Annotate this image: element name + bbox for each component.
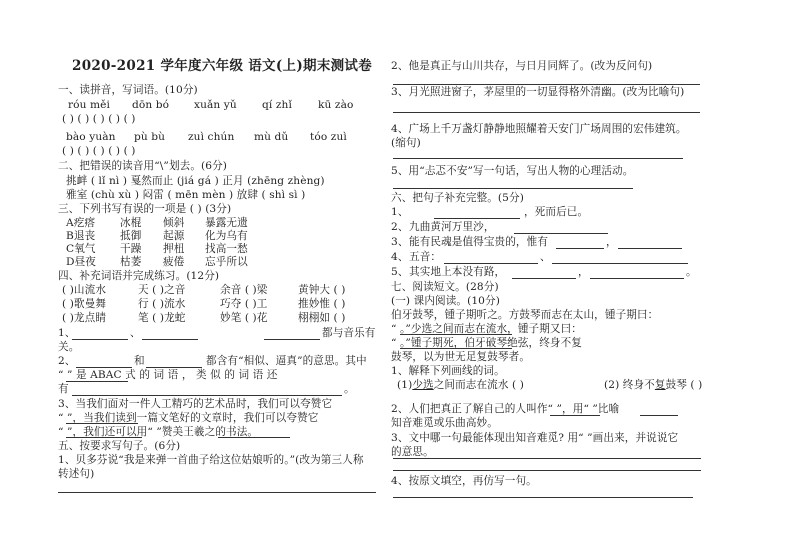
answer-line[interactable] <box>393 84 700 85</box>
q5-text: 5、用“忐忑不安”写一句话，写出人物的心理活动。 <box>391 165 634 177</box>
pinyin: zuì chún <box>188 131 235 143</box>
answer-line[interactable] <box>146 367 202 368</box>
option-word: 化为乌有 <box>205 230 248 242</box>
item-number: 5、 <box>391 266 409 278</box>
item-text: ， <box>606 236 617 248</box>
question-number: 1、 <box>58 327 76 339</box>
answer-line[interactable] <box>66 381 128 382</box>
idiom[interactable]: ( )龙点睛 <box>62 312 107 324</box>
answer-line[interactable] <box>66 423 138 424</box>
answer-blanks[interactable]: ( ) ( ) ( ) ( ) ( ) <box>62 145 136 157</box>
answer-line[interactable] <box>400 334 512 335</box>
item-number: 3、 <box>391 236 409 248</box>
option-word: 冰棍 <box>120 217 142 229</box>
passage-line: 鼓琴，以为世无足复鼓琴者。 <box>391 351 531 363</box>
option-word: D昼夜 <box>66 256 96 268</box>
q2-text: 有 <box>58 383 69 395</box>
answer-line[interactable] <box>393 497 693 498</box>
item-text: 五音： <box>409 251 442 263</box>
item-number: 2、 <box>391 221 409 233</box>
q2-text: 和 <box>134 355 145 367</box>
option-word: 押杻 <box>163 243 185 255</box>
answer-line[interactable] <box>218 437 290 438</box>
q2-text: “ ” 是 ABAC 式 的 词 语 ， 类 似 的 词 语 还 <box>58 369 278 381</box>
option-word: 忘乎所以 <box>205 256 248 268</box>
answer-line[interactable] <box>512 278 576 279</box>
answer-line[interactable] <box>76 367 132 368</box>
idiom[interactable]: ( )歌曼舞 <box>62 298 107 310</box>
item-text: 。 <box>686 266 697 278</box>
answer-line[interactable] <box>142 339 198 340</box>
idiom[interactable]: 天 ( )之音 <box>138 284 186 296</box>
q2-text: 都含有“相似、逼真”的意思。其中 <box>206 355 367 367</box>
answer-line[interactable] <box>393 158 683 159</box>
section-3-heading: 三、下列书写有误的一项是 ( ) (3分) <box>58 203 232 215</box>
item-text: ， <box>578 266 589 278</box>
question-text <box>604 379 702 392</box>
passage-line: “ 。”少选之间而志在流水，锺子期又曰： <box>391 323 582 335</box>
answer-line[interactable] <box>400 348 512 349</box>
answer-line[interactable] <box>264 339 320 340</box>
answer-line[interactable] <box>640 415 678 416</box>
pinyin: dōn bó <box>132 99 170 111</box>
idiom[interactable]: 笔 ( )龙蛇 <box>138 312 186 324</box>
item-text: 其实地上本没有路， <box>409 266 506 278</box>
passage-line: “ 。”锺子期死，伯牙破琴绝弦，终身不复 <box>391 337 582 349</box>
answer-line[interactable] <box>66 437 142 438</box>
pinyin: kū zào <box>318 99 354 111</box>
answer-line[interactable] <box>434 218 520 219</box>
answer-line[interactable] <box>444 263 538 264</box>
pinyin: tóo zuì <box>310 131 347 143</box>
underlined-word: 复 <box>654 379 666 391</box>
q1a-prefix: (1) <box>397 379 413 391</box>
answer-line[interactable] <box>514 233 608 234</box>
option-word: 疲倦 <box>163 256 185 268</box>
q3-text: “ ”，当我们读到一篇文笔好的文章时，我们可以夸赞它 <box>58 412 319 424</box>
q3-text: “ ”，我们还可以用“ ”赞美王羲之的书法。 <box>58 426 259 438</box>
answer-line[interactable] <box>552 263 688 264</box>
q1-text: 1、贝多芬说“我是来弹一首曲子给这位姑娘听的。”(改为第三人称 <box>58 454 364 466</box>
question-text: 1、解释下列画线的词。 <box>391 365 505 377</box>
answer-line[interactable] <box>393 470 701 471</box>
q4-text: 4、广场上千万盏灯静静地照耀着天安门广场周围的宏伟建筑。 <box>391 123 687 135</box>
pinyin: xuǎn yǔ <box>194 99 237 111</box>
subsection-heading: (一) 课内阅读。(10分) <box>391 295 500 307</box>
idiom[interactable]: 妙笔 ( )花 <box>220 312 268 324</box>
idiom[interactable]: 余音 ( )梁 <box>220 284 268 296</box>
option-word: 暴露无遗 <box>205 217 248 229</box>
q2-text: 2、他是真正与山川共存，与日月同辉了。(改为反问句) <box>391 60 653 72</box>
question-text: 3、文中哪一句最能体现出知音难觅? 用“ ”画出来，并说说它 <box>391 432 679 444</box>
option-word: 起源 <box>163 230 185 242</box>
option-word: A疙瘩 <box>66 217 96 229</box>
option-word: B退丧 <box>66 230 96 242</box>
section-1-heading: 一、读拼音，写词语。(10分) <box>58 84 198 96</box>
idiom[interactable]: 推妙惟 ( ) <box>298 298 346 310</box>
answer-line[interactable] <box>556 248 604 249</box>
option-word: 抵御 <box>120 230 142 242</box>
item-number: 1、 <box>391 206 409 218</box>
option-word: 枯萎 <box>120 256 142 268</box>
idiom[interactable]: 黄钟大 ( ) <box>298 284 346 296</box>
item-number: 4、 <box>391 251 409 263</box>
q1-text: 都与音乐有 <box>322 327 376 339</box>
idiom[interactable]: 行 ( )流水 <box>138 298 186 310</box>
pinyin: bào yuàn <box>66 131 116 143</box>
question-number: 2、 <box>58 355 76 367</box>
item-text: 九曲黄河万里沙， <box>409 221 495 233</box>
question-text: 知音难觅或乐曲高妙。 <box>391 417 498 429</box>
answer-line[interactable] <box>550 415 600 416</box>
reading-row: 雅室 (chù xù ) 闷雷 ( mēn mèn ) 放肆 ( shì sì ) <box>66 189 306 201</box>
answer-line[interactable] <box>72 339 128 340</box>
q1-text: 转述句) <box>58 468 95 480</box>
q3-text: 3、月光照进窗子，茅屋里的一切显得格外清幽。(改为比喻句) <box>391 86 685 98</box>
answer-line[interactable] <box>58 492 376 493</box>
item-text: ，死而后已。 <box>524 206 589 218</box>
reading-row: 挑衅 ( lǐ nì ) 戛然而止 (jiá gá ) 正月 (zhēng zhèng) <box>66 175 325 187</box>
pinyin: mù dǔ <box>254 131 289 143</box>
section-2-heading: 二、把错误的读音用“\”划去。(6分) <box>58 160 228 172</box>
item-text: 能有民魂是值得宝贵的，惟有 <box>409 236 549 248</box>
option-word: 干躁 <box>120 243 142 255</box>
page-title: 2020-2021 学年度六年级 语文(上)期末测试卷 <box>72 58 373 74</box>
q2-text: 。 <box>344 383 355 395</box>
section-5-heading: 五、按要求写句子。(6分) <box>58 440 181 452</box>
answer-line[interactable] <box>72 395 342 396</box>
option-word: 找高一愁 <box>205 243 248 255</box>
item-text: 、 <box>540 251 551 263</box>
q1-text: 关。 <box>58 341 80 353</box>
q1b-prefix: (2) 终身不 <box>604 379 655 391</box>
idiom[interactable]: ( )山流水 <box>62 284 107 296</box>
separator: 、 <box>130 327 141 339</box>
question-text: 2、人们把真正了解自己的人叫作“ ”，用“ ”比喻 <box>391 403 620 415</box>
question-text: 的意思。 <box>391 446 434 458</box>
question-text <box>397 379 524 392</box>
q4-text: (缩句) <box>391 137 421 149</box>
question-text: 4、按原文填空，再仿写一句。 <box>391 475 537 487</box>
q1a-text[interactable]: 之间而志在流水 ( ) <box>433 379 524 391</box>
passage-line: 伯牙鼓琴，锺子期听之。方鼓琴而志在太山，锺子期曰： <box>391 309 659 321</box>
answer-blanks[interactable]: ( ) ( ) ( ) ( ) ( ) <box>62 113 136 125</box>
answer-line[interactable] <box>590 278 684 279</box>
pinyin: róu měi <box>68 99 111 111</box>
underlined-word: 少选 <box>412 379 434 391</box>
option-word: 倾斜 <box>163 217 185 229</box>
pinyin: qí zhǐ <box>262 99 292 111</box>
answer-line[interactable] <box>393 188 633 189</box>
section-6-heading: 六、把句子补充完整。(5分) <box>391 192 524 204</box>
idiom[interactable]: 栩栩如 ( ) <box>298 312 346 324</box>
answer-line[interactable] <box>393 112 700 113</box>
q1b-text[interactable]: 鼓琴 ( ) <box>665 379 703 391</box>
q3-text: 3、当我们面对一件人工精巧的艺术品时，我们可以夸赞它 <box>58 398 333 410</box>
section-4-heading: 四、补充词语并完成练习。(12分) <box>58 270 220 282</box>
section-7-heading: 七、阅读短文。(28分) <box>391 281 499 293</box>
answer-line[interactable] <box>618 248 682 249</box>
option-word: C氧气 <box>66 243 96 255</box>
answer-line[interactable] <box>393 458 701 459</box>
pinyin: pù bù <box>134 131 166 143</box>
idiom[interactable]: 巧夺 ( )工 <box>220 298 268 310</box>
